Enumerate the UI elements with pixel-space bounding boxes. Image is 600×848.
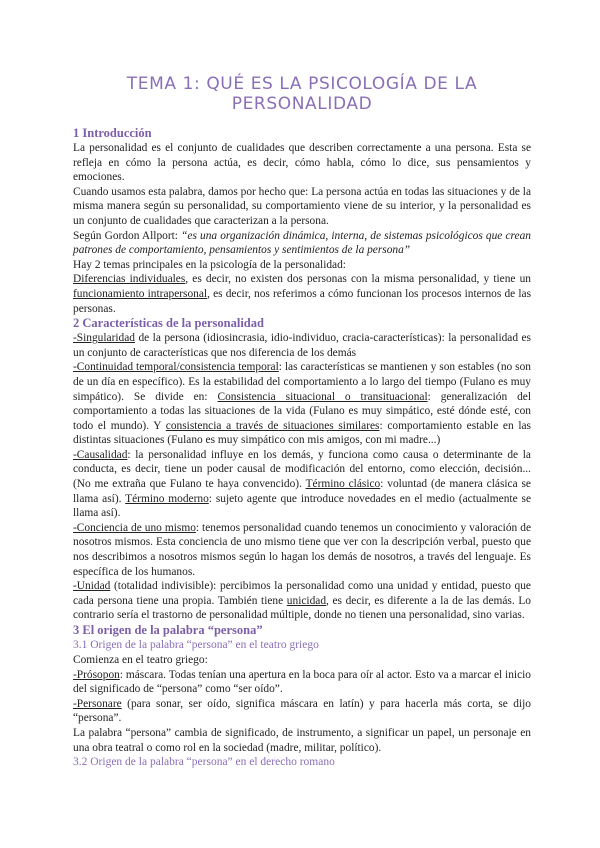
term: -Continuidad temporal/consistencia temporal	[73, 361, 279, 374]
allport-quote: “es una organización dinámica, interna, de sistemas psicológicos que crean patrones de comportamiento, pensamientos y sentimientos de la persona”	[73, 229, 531, 257]
text: Según Gordon Allport:	[73, 229, 182, 242]
term: unicidad	[286, 594, 327, 607]
paragraph: Cuando usamos esta palabra, damos por hecho que: La persona actúa en todas las situaciones y de la misma manera según su personalidad, su comportamiento viene de su interior, y la personalidad es un conjunto de cualidades que caracterizan a la persona.	[73, 185, 532, 227]
term: consistencia a través de situaciones similares	[165, 419, 380, 432]
text: : tenemos personalidad cuando tenemos un conocimiento y valoración de nosotros mismos. Esta conciencia de uno mismo tiene que ver con la descripción verbal, puesto que nos describimos a nosotros mismos según lo hagan los demás de nosotros, a través del lenguaje. Es específica de los humanos.	[73, 521, 531, 578]
section-heading-caracteristicas: 2 Características de la personalidad	[73, 316, 264, 331]
characteristic-causalidad	[73, 448, 531, 521]
text: de la persona (idiosincrasia, idio-individuo, cracia-características): la personalidad es un conjunto de características que nos diferencia de los demás	[73, 332, 531, 359]
text: : máscara. Todas tenían una apertura en la boca para oír al actor. Esto va a marcar el inicio del significado de “persona” como “ser oído”.	[73, 668, 531, 696]
text: : sujeto agente que introduce novedades en el medio (actualmente se llama así).	[73, 492, 532, 520]
section-heading-introduccion: 1 Introducción	[73, 126, 152, 140]
subsection-heading-derecho: 3.2 Origen de la palabra “persona” en el derecho romano	[73, 756, 335, 769]
term: Diferencias individuales	[73, 273, 186, 286]
paragraph: Hay 2 temas principales en la psicología de la personalidad:	[73, 258, 346, 271]
characteristic-continuidad	[73, 360, 531, 448]
subsection-heading-teatro: 3.1 Origen de la palabra “persona” en el teatro griego	[73, 639, 319, 651]
term: Término moderno	[125, 492, 209, 505]
paragraph	[73, 272, 531, 316]
term: Término clásico	[305, 478, 381, 491]
section-heading-origen: 3 El origen de la palabra “persona”	[73, 623, 263, 637]
term: -Prósopon	[73, 668, 120, 681]
characteristic-unidad	[73, 579, 531, 623]
term: -Personare	[73, 697, 122, 710]
term: -Conciencia de uno mismo	[73, 521, 196, 534]
characteristic-conciencia	[73, 521, 531, 579]
paragraph: La personalidad es el conjunto de cualidades que describen correctamente a una persona. Esta se refleja en cómo la persona actúa, es decir, cómo habla, cómo lo dice, sus pensamientos y emociones.	[73, 142, 531, 184]
text: : la personalidad influye en los demás, y funciona como causa o determinante de la conducta, es decir, tiene un poder causal de modificación del entorno, como elección, decisión... (No me extraña que Fulano te haya convencido).	[73, 448, 531, 491]
paragraph: La palabra “persona” cambia de significado, de instrumento, a significar un papel, un personaje en una obra teatral o como rol en la sociedad (madre, militar, político).	[73, 726, 531, 754]
text: , es decir, es diferente a la de las demás. Lo contrario sería el trastorno de personalidad múltiple, donde no tienen una personalidad, sino varias.	[73, 594, 531, 622]
text: (totalidad indivisible): percibimos la personalidad como una unidad y entidad, puesto que cada persona tiene una propia. También tiene	[73, 580, 531, 607]
paragraph	[73, 697, 531, 726]
text: : voluntad (de manera clásica se llama así).	[73, 478, 531, 505]
text: , es decir, nos referimos a cómo funcionan los procesos internos de las personas.	[73, 287, 532, 315]
term: -Singularidad	[73, 332, 136, 345]
text: (para sonar, ser oído, significa máscara en latín) y para hacerla más corta, se dijo “persona”.	[73, 697, 531, 725]
term: -Causalidad	[73, 448, 128, 461]
characteristic-singularidad	[73, 331, 531, 360]
text: , es decir, no existen dos personas con la misma personalidad, y tiene un	[185, 273, 531, 286]
document-page	[73, 74, 531, 770]
term: funcionamiento intrapersonal	[73, 287, 208, 300]
paragraph	[73, 668, 531, 697]
page-title: TEMA 1: QUÉ ES LA PSICOLOGÍA DE LA PERSONALIDAD	[126, 74, 478, 114]
text: : generalización del comportamiento a todas las situaciones de la vida (Fulano es muy simpático, esté dónde esté, con todo el mundo). Y	[73, 390, 531, 432]
text: : las características se mantienen y son estables (no son de un día en específico). Es la estabilidad del comportamiento a lo largo del tiempo (Fulano es muy simpático). Se divide en:	[73, 361, 531, 403]
paragraph: Comienza en el teatro griego:	[73, 654, 208, 666]
allport-paragraph	[73, 229, 531, 258]
term: -Unidad	[73, 580, 111, 593]
term: Consistencia situacional o transituacional	[217, 390, 428, 403]
text: : comportamiento estable en las distintas situaciones (Fulano es muy simpático con mis amigos, con mi madre...)	[73, 419, 531, 447]
